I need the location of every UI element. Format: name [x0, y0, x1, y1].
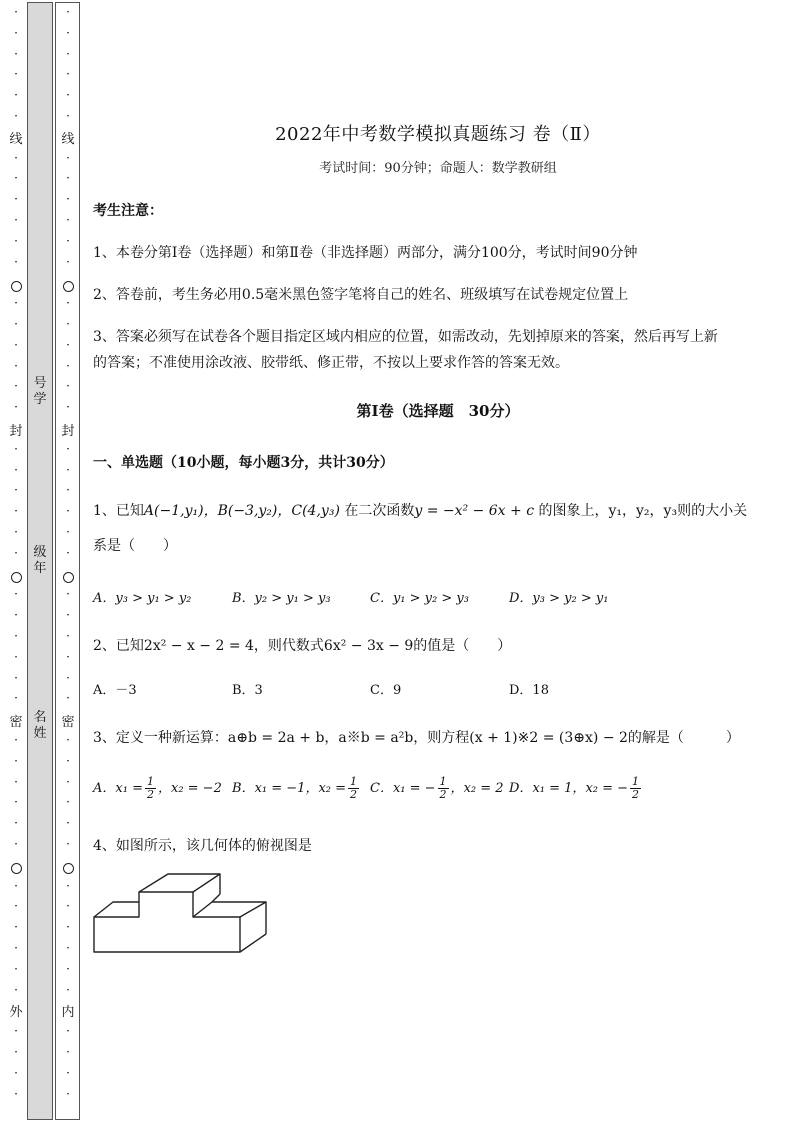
front-face	[94, 892, 240, 952]
seal-dot: ·	[14, 1024, 18, 1039]
seal-dot: ·	[14, 941, 18, 955]
question-4: 4、如图所示，该几何体的俯视图是	[93, 838, 312, 854]
q3-option-c[interactable]: C．x₁ = − $\frac{1}{2}$ ，x₂ = 2	[370, 775, 504, 801]
seal-dot: ·	[66, 1045, 70, 1059]
notice-item-1: 1、本卷分第I卷（选择题）和第Ⅱ卷（非选择题）两部分，满分100分，考试时间90分钟	[93, 245, 638, 261]
question-2: 2、已知2x² − x − 2 = 4，则代数式6x² − 3x − 9的值是（ ）	[93, 638, 512, 654]
seal-dot: ·	[14, 150, 18, 165]
seal-dot: ·	[66, 525, 70, 539]
seal-dot: ·	[66, 213, 70, 227]
seal-dot: ·	[14, 753, 18, 768]
seal-circle	[63, 572, 74, 583]
student-id-label: 号 学	[33, 376, 47, 407]
question-3: 3、定义一种新运算：a⊕b = 2a + b，a※b = a²b，则方程(x + 1)※2 = (3⊕x) − 2的解是（ ）	[93, 730, 740, 746]
seal-dot: ·	[66, 982, 70, 997]
seal-dot: ·	[66, 192, 70, 207]
left-step-top	[94, 902, 139, 917]
fraction: $\frac{1}{2}$	[632, 775, 640, 801]
seal-dot: ·	[66, 1086, 70, 1101]
seal-dot: ·	[66, 400, 70, 415]
seal-dot: ·	[66, 171, 70, 186]
notice-heading: 考生注意：	[93, 203, 163, 219]
seal-dot: ·	[14, 982, 18, 997]
seal-dot: ·	[14, 379, 18, 394]
fraction: $\frac{1}{2}$	[146, 775, 154, 801]
seal-dot: ·	[14, 1045, 18, 1059]
seal-dot: ·	[66, 254, 70, 269]
q3-option-d[interactable]: D．x₁ = 1，x₂ = − $\frac{1}{2}$	[509, 775, 640, 801]
seal-dot: ·	[66, 795, 70, 810]
name-label: 名 姓	[33, 710, 47, 741]
seal-dot: ·	[14, 88, 18, 103]
seal-dot: ·	[14, 317, 18, 331]
q1-option-b[interactable]: B．y₂ > y₁ > y₃	[232, 591, 331, 606]
seal-dot: ·	[14, 171, 18, 186]
top-block-side-joint	[212, 894, 220, 902]
q1-suffix: 的图象上，y₁，y₂，y₃则的大小关	[538, 503, 748, 519]
seal-dot: ·	[14, 587, 18, 602]
right-bottom-edge	[240, 934, 266, 952]
seal-dot: ·	[14, 1086, 18, 1101]
part-heading: 一、单选题（10小题，每小题3分，共计30分）	[93, 455, 394, 471]
seal-dot: ·	[14, 899, 18, 914]
seal-dot: ·	[66, 753, 70, 768]
seal-dot: ·	[14, 670, 18, 685]
notice-item-2: 2、答卷前，考生务必用0.5毫米黑色签字笔将自己的姓名、班级填写在试卷规定位置上	[93, 287, 629, 303]
q2-option-a[interactable]: A．－3	[93, 683, 137, 698]
stepped-solid-figure	[90, 868, 275, 958]
seal-dot: ·	[66, 629, 70, 643]
q1-option-a[interactable]: A．y₃ > y₁ > y₂	[93, 591, 192, 606]
seal-dot: ·	[66, 462, 70, 477]
q1-option-c[interactable]: C．y₁ > y₂ > y₃	[370, 591, 469, 606]
seal-dot: ·	[66, 733, 70, 747]
q1-points: A(−1,y₁)，B(−3,y₂)，C(4,y₃)	[143, 503, 340, 519]
class-label: 级 年	[33, 545, 47, 576]
seal-dot: ·	[14, 691, 18, 706]
seal-dot: ·	[14, 358, 18, 373]
seal-dot: ·	[66, 483, 70, 498]
seal-dot: ·	[66, 441, 70, 456]
seal-dot: ·	[66, 46, 70, 61]
q2-option-b[interactable]: B．3	[232, 683, 263, 698]
seal-dot: ·	[66, 296, 70, 311]
seal-dot: ·	[14, 795, 18, 810]
seal-mark: 密	[61, 715, 75, 730]
seal-dot: ·	[66, 878, 70, 893]
q1-function: y = −x² − 6x + c	[414, 503, 535, 519]
seal-dot: ·	[14, 774, 18, 789]
seal-mark: 外	[9, 1005, 23, 1020]
seal-dot: ·	[66, 5, 70, 19]
seal-dot: ·	[66, 1024, 70, 1039]
seal-dot: ·	[14, 816, 18, 831]
seal-dot: ·	[14, 46, 18, 61]
seal-dot: ·	[66, 608, 70, 623]
seal-dot: ·	[66, 774, 70, 789]
notice-item-3: 3、答案必须写在试卷各个题目指定区域内相应的位置，如需改动，先划掉原来的答案，然后再写上新	[93, 329, 718, 345]
seal-dot: ·	[66, 649, 70, 664]
seal-mark: 线	[9, 132, 23, 147]
seal-dot: ·	[66, 961, 70, 976]
seal-dot: ·	[14, 920, 18, 935]
seal-dot: ·	[14, 400, 18, 415]
seal-dot: ·	[66, 109, 70, 123]
seal-dot: ·	[14, 608, 18, 623]
seal-dot: ·	[14, 1065, 18, 1080]
seal-dot: ·	[66, 899, 70, 914]
seal-circle	[11, 281, 22, 292]
seal-dot: ·	[66, 358, 70, 373]
seal-dot: ·	[14, 649, 18, 664]
seal-circle	[11, 572, 22, 583]
seal-dot: ·	[14, 296, 18, 311]
seal-mark: 封	[9, 424, 23, 439]
seal-circle	[63, 281, 74, 292]
seal-dot: ·	[14, 504, 18, 519]
seal-dot: ·	[66, 587, 70, 602]
exam-subtitle: 考试时间：90分钟；命题人：数学教研组	[319, 161, 557, 176]
seal-mark: 内	[61, 1005, 75, 1020]
seal-dot: ·	[14, 961, 18, 976]
seal-dot: ·	[14, 5, 18, 19]
seal-dot: ·	[66, 25, 70, 40]
seal-dot: ·	[66, 233, 70, 248]
seal-dot: ·	[66, 88, 70, 103]
seal-dot: ·	[66, 691, 70, 706]
fraction: $\frac{1}{2}$	[350, 775, 358, 801]
q1-prefix: 1、已知	[93, 503, 144, 519]
seal-dot: ·	[14, 233, 18, 248]
seal-dot: ·	[14, 337, 18, 352]
seal-dot: ·	[14, 483, 18, 498]
seal-dot: ·	[66, 920, 70, 935]
fraction: $\frac{1}{2}$	[439, 775, 447, 801]
seal-mark: 密	[9, 715, 23, 730]
seal-dot: ·	[14, 462, 18, 477]
seal-circle	[11, 863, 22, 874]
q2-option-d[interactable]: D．18	[509, 683, 549, 698]
right-step-top	[193, 902, 266, 917]
q1-middle: 在二次函数	[344, 503, 415, 519]
seal-dot: ·	[66, 545, 70, 560]
seal-dot: ·	[14, 192, 18, 207]
seal-dot: ·	[66, 670, 70, 685]
seal-dot: ·	[66, 1065, 70, 1080]
seal-dot: ·	[14, 67, 18, 82]
seal-dot: ·	[14, 441, 18, 456]
q3-option-b[interactable]: B．x₁ = −1，x₂ = $\frac{1}{2}$	[232, 775, 358, 801]
seal-dot: ·	[14, 213, 18, 227]
question-1-line2: 系是（ ）	[93, 538, 177, 554]
top-block-top	[139, 874, 220, 892]
seal-dot: ·	[66, 837, 70, 851]
seal-dot: ·	[14, 878, 18, 893]
seal-dot: ·	[14, 525, 18, 539]
question-1	[93, 500, 747, 520]
q3-option-a[interactable]: A．x₁ = $\frac{1}{2}$ ，x₂ = −2	[93, 775, 222, 801]
seal-dot: ·	[66, 337, 70, 352]
seal-dot: ·	[14, 733, 18, 747]
seal-dot: ·	[14, 837, 18, 851]
seal-dot: ·	[14, 254, 18, 269]
seal-dot: ·	[14, 109, 18, 123]
seal-dot: ·	[66, 67, 70, 82]
seal-dot: ·	[66, 504, 70, 519]
exam-title: 2022年中考数学模拟真题练习 卷（Ⅱ）	[275, 124, 601, 145]
seal-dot: ·	[66, 150, 70, 165]
seal-dot: ·	[14, 25, 18, 40]
q2-option-c[interactable]: C．9	[370, 683, 402, 698]
notice-item-3-cont: 的答案；不准使用涂改液、胶带纸、修正带，不按以上要求作答的答案无效。	[93, 355, 569, 371]
seal-dot: ·	[66, 816, 70, 831]
seal-dot: ·	[66, 379, 70, 394]
section-title: 第I卷（选择题 30分）	[356, 402, 520, 420]
seal-dot: ·	[14, 629, 18, 643]
seal-dot: ·	[66, 317, 70, 331]
seal-circle	[63, 863, 74, 874]
seal-mark: 封	[61, 424, 75, 439]
seal-dot: ·	[14, 545, 18, 560]
seal-dot: ·	[66, 941, 70, 955]
seal-mark: 线	[61, 132, 75, 147]
q1-option-d[interactable]: D．y₃ > y₂ > y₁	[509, 591, 609, 606]
